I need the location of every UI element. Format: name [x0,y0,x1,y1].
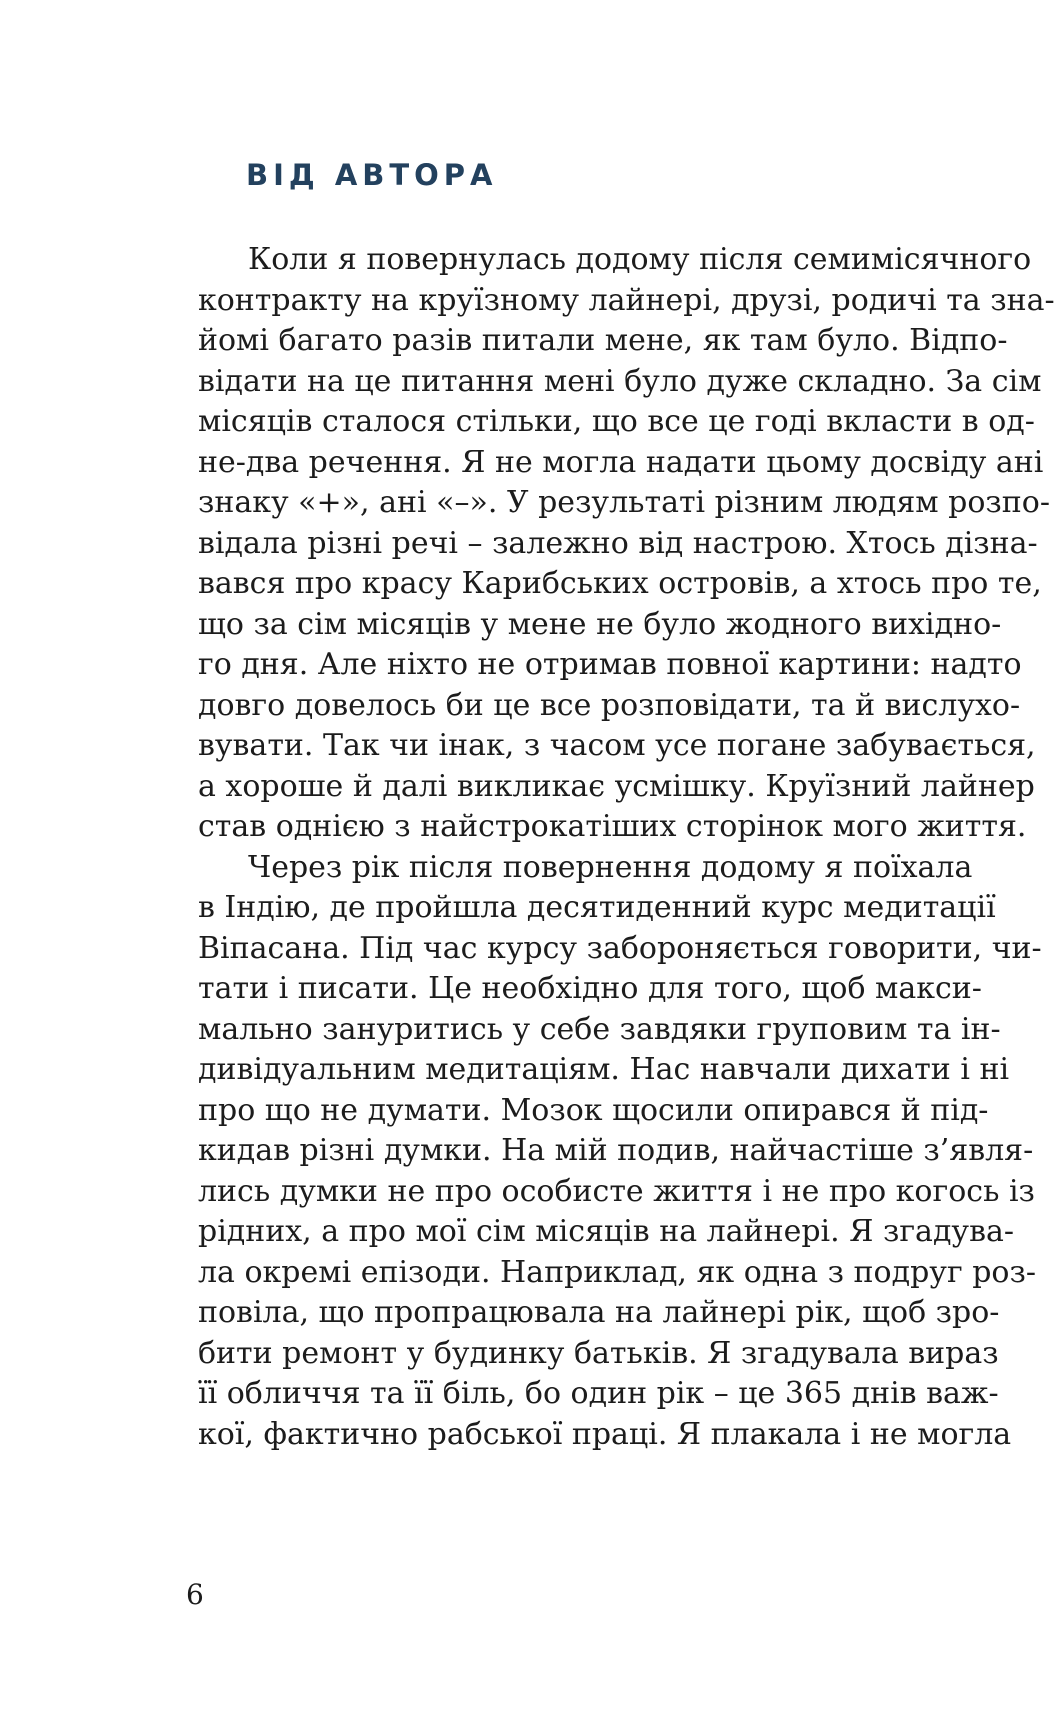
text-line: дивідуальним медитаціям. Нас навчали дихати і ні [198,1052,1010,1087]
text-line: мально зануритись у себе завдяки груповим та ін- [198,1011,1001,1047]
text-line: довго довелось би це все розповідати, та й вислухо- [198,687,1021,723]
text-line: відати на це питання мені було дуже складно. За сім [198,363,1042,399]
body-text [198,240,1055,1455]
text-line: не-два речення. Я не могла надати цьому досвіду ані [198,444,1044,480]
text-line: йомі багато разів питали мене, як там було. Відпо- [198,323,1008,358]
text-line: лись думки не про особисте життя і не про когось із [198,1173,1035,1209]
text-line: кидав різні думки. На мій подив, найчастіше з’явля- [198,1133,1034,1168]
paragraph-1 [198,240,1055,848]
text-line: ла окремі епізоди. Наприклад, як одна з подруг роз- [198,1254,1036,1290]
paragraph-2 [198,848,1042,1456]
text-line: знаку «+», ані «–». У результаті різним людям розпо- [198,485,1050,520]
text-line: що за сім місяців у мене не було жодного вихідно- [198,606,1002,642]
text-line: вувати. Так чи інак, з часом усе погане забувається, [198,728,1036,763]
text-line: в Індію, де пройшла десятиденний курс медитації [198,890,996,925]
text-line: вався про красу Карибських островів, а хтось про те, [198,566,1042,601]
text-line: Через рік після повернення додому я поїхала [248,849,973,885]
text-line: став однією з найстрокатіших сторінок мого життя. [198,809,1027,844]
text-line: Коли я повернулась додому після семимісячного [248,242,1032,277]
text-line: повіла, що пропрацювала на лайнері рік, щоб зро- [198,1295,1000,1330]
text-line: бити ремонт у будинку батьків. Я згадувала вираз [198,1335,999,1371]
text-line: кої, фактично рабської праці. Я плакала і не могла [198,1416,1012,1452]
text-line: рідних, а про мої сім місяців на лайнері. Я згадува- [198,1214,1014,1249]
text-line: Віпасана. Під час курсу забороняється говорити, чи- [198,930,1042,966]
text-line: її обличчя та її біль, бо один рік – це 365 днів важ- [198,1376,999,1411]
text-line: місяців сталося стільки, що все це годі вкласти в од- [198,404,1035,439]
chapter-heading: ВІД АВТОРА [246,158,498,192]
text-line: відала різні речі – залежно від настрою. Хтось дізна- [198,525,1038,561]
page-number: 6 [186,1578,204,1611]
text-line: го дня. Але ніхто не отримав повної картини: надто [198,647,1022,682]
text-line: про що не думати. Мозок щосили опирався й під- [198,1092,989,1128]
text-line: контракту на круїзному лайнері, друзі, родичі та зна- [198,282,1055,318]
text-line: а хороше й далі викликає усмішку. Круїзний лайнер [198,768,1035,804]
text-line: тати і писати. Це необхідно для того, щоб макси- [198,971,982,1006]
